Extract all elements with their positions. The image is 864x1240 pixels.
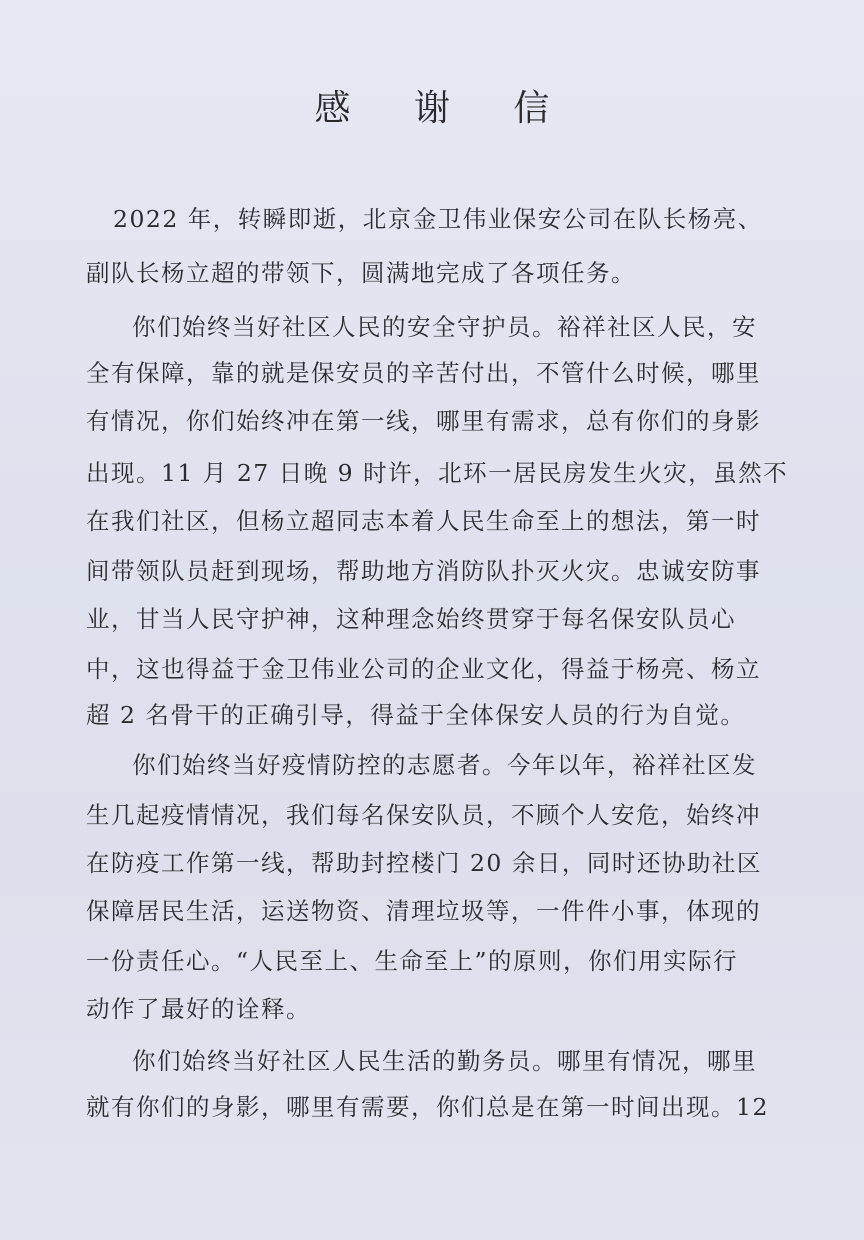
text-line: 全有保障，靠的就是保安员的辛苦付出，不管什么时候，哪里	[86, 359, 761, 387]
text-line: 你们始终当好社区人民的安全守护员。裕祥社区人民，安	[132, 313, 757, 341]
text-line: 中，这也得益于金卫伟业公司的企业文化，得益于杨亮、杨立	[86, 655, 761, 683]
text-line: 你们始终当好社区人民生活的勤务员。哪里有情况，哪里	[132, 1047, 757, 1075]
text-line: 就有你们的身影，哪里有需要，你们总是在第一时间出现。12	[86, 1093, 769, 1121]
text-line: 2022 年，转瞬即逝，北京金卫伟业保安公司在队长杨亮、	[113, 205, 763, 233]
text-line: 动作了最好的诠释。	[86, 995, 311, 1023]
text-line: 超 2 名骨干的正确引导，得益于全体保安人员的行为自觉。	[86, 701, 746, 729]
text-line: 在防疫工作第一线，帮助封控楼门 20 余日，同时还协助社区	[86, 849, 762, 877]
text-line: 业，甘当人民守护神，这种理念始终贯穿于每名保安队员心	[86, 605, 736, 633]
text-line: 你们始终当好疫情防控的志愿者。今年以年，裕祥社区发	[132, 751, 757, 779]
text-line: 出现。11 月 27 日晚 9 时许，北环一居民房发生火灾，虽然不	[86, 459, 789, 487]
text-line: 间带领队员赶到现场，帮助地方消防队扑灭火灾。忠诚安防事	[86, 557, 761, 585]
text-line: 在我们社区，但杨立超同志本着人民生命至上的想法，第一时	[86, 507, 761, 535]
text-line: 生几起疫情情况，我们每名保安队员，不顾个人安危，始终冲	[86, 801, 761, 829]
text-line: 有情况，你们始终冲在第一线，哪里有需求，总有你们的身影	[86, 407, 761, 435]
text-line: 副队长杨立超的带领下，圆满地完成了各项任务。	[86, 259, 636, 287]
text-line: 保障居民生活，运送物资、清理垃圾等，一件件小事，体现的	[86, 897, 761, 925]
text-line: 一份责任心。“人民至上、生命至上”的原则，你们用实际行	[86, 947, 739, 975]
letter-title: 感 谢 信	[314, 88, 576, 129]
